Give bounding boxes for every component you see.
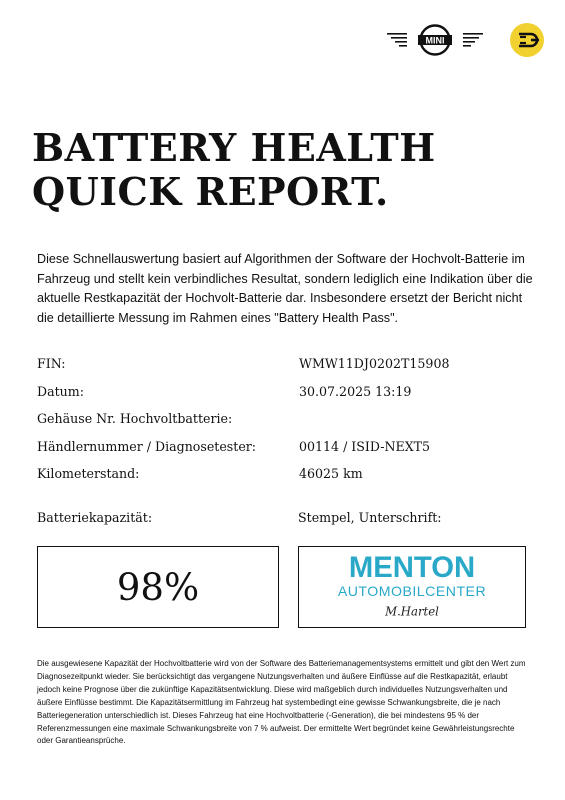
capacity-value: 98% (116, 565, 200, 609)
header-logos (385, 22, 545, 62)
info-row-mileage (37, 464, 537, 492)
report-title (32, 126, 436, 214)
dealer-stamp (299, 547, 525, 627)
stamp-company: MENTON (348, 552, 476, 585)
mileage-value: 46025 km (299, 466, 363, 481)
capacity-label: Batteriekapazität: (37, 510, 153, 525)
title-line-2: QUICK REPORT. (32, 169, 389, 214)
fin-value: WMW11DJ0202T15908 (299, 356, 450, 371)
electric-plug-icon (509, 22, 545, 58)
date-value: 30.07.2025 13:19 (299, 383, 412, 399)
date-label: Datum: (37, 383, 84, 399)
vehicle-info-table (37, 354, 537, 492)
stamp-box (298, 546, 526, 628)
battery-housing-label: Gehäuse Nr. Hochvoltbatterie: (37, 411, 233, 426)
capacity-box (37, 546, 279, 628)
stamp-label: Stempel, Unterschrift: (298, 510, 442, 525)
disclaimer-text: Die ausgewiesene Kapazität der Hochvoltbatterie wird von der Software des Batteriemanagementsystems ermittelt und gibt den Wert zum Diagnosezeitpunkt wieder. Sie berücksichtigt das vergangene Nutzungsverhalten und äußere Einflüsse auf die Restkapazität, erlaubt jedoch keine Prognose über die zukünftige Kapazitätsentwicklung. Diese wird maßgeblich durch individuelles Nutzungsverhalten und äußere Einflüsse bestimmt. Die Kapazitätsermittlung im Fahrzeug hat systembedingt eine gewisse Schwankungsbreite, die je nach Batteriegeneration unterschiedlich ist. Dieses Fahrzeug hat eine Hochvoltbatterie (-Generation), die bei mindestens 95 % der Referenzmessungen eine maximale Schwankungsbreite von 7 % aufweist. Der ermittelte Wert begründet keine Gewährleistungsrechte oder Garantieansprüche. (37, 659, 526, 746)
info-row-fin (37, 354, 537, 382)
mini-logo-text: MINI (425, 35, 445, 46)
intro-text: Diese Schnellauswertung basiert auf Algorithmen der Software der Hochvolt-Batterie im Fahrzeug und stellt kein verbindliches Resultat, sondern lediglich eine Indikation über die aktuelle Restkapazität der Hochvolt-Batterie dar. Insbesondere ersetzt der Bericht nicht die detaillierte Messung im Rahmen eines "Battery Health Pass". (37, 252, 533, 325)
fin-label: FIN: (37, 356, 66, 371)
dealer-label: Händlernummer / Diagnosetester: (37, 438, 257, 454)
stamp-signature: M.Hartel (385, 604, 439, 619)
dealer-value: 00114 / ISID-NEXT5 (299, 438, 431, 454)
mini-wings-logo-icon (385, 24, 485, 56)
info-row-battery-housing (37, 409, 537, 437)
info-row-date (37, 382, 537, 410)
stamp-subtitle: AUTOMOBILCENTER (337, 582, 487, 599)
mileage-label: Kilometerstand: (37, 466, 140, 481)
info-row-dealer (37, 437, 537, 465)
title-line-1: BATTERY HEALTH (32, 125, 436, 170)
